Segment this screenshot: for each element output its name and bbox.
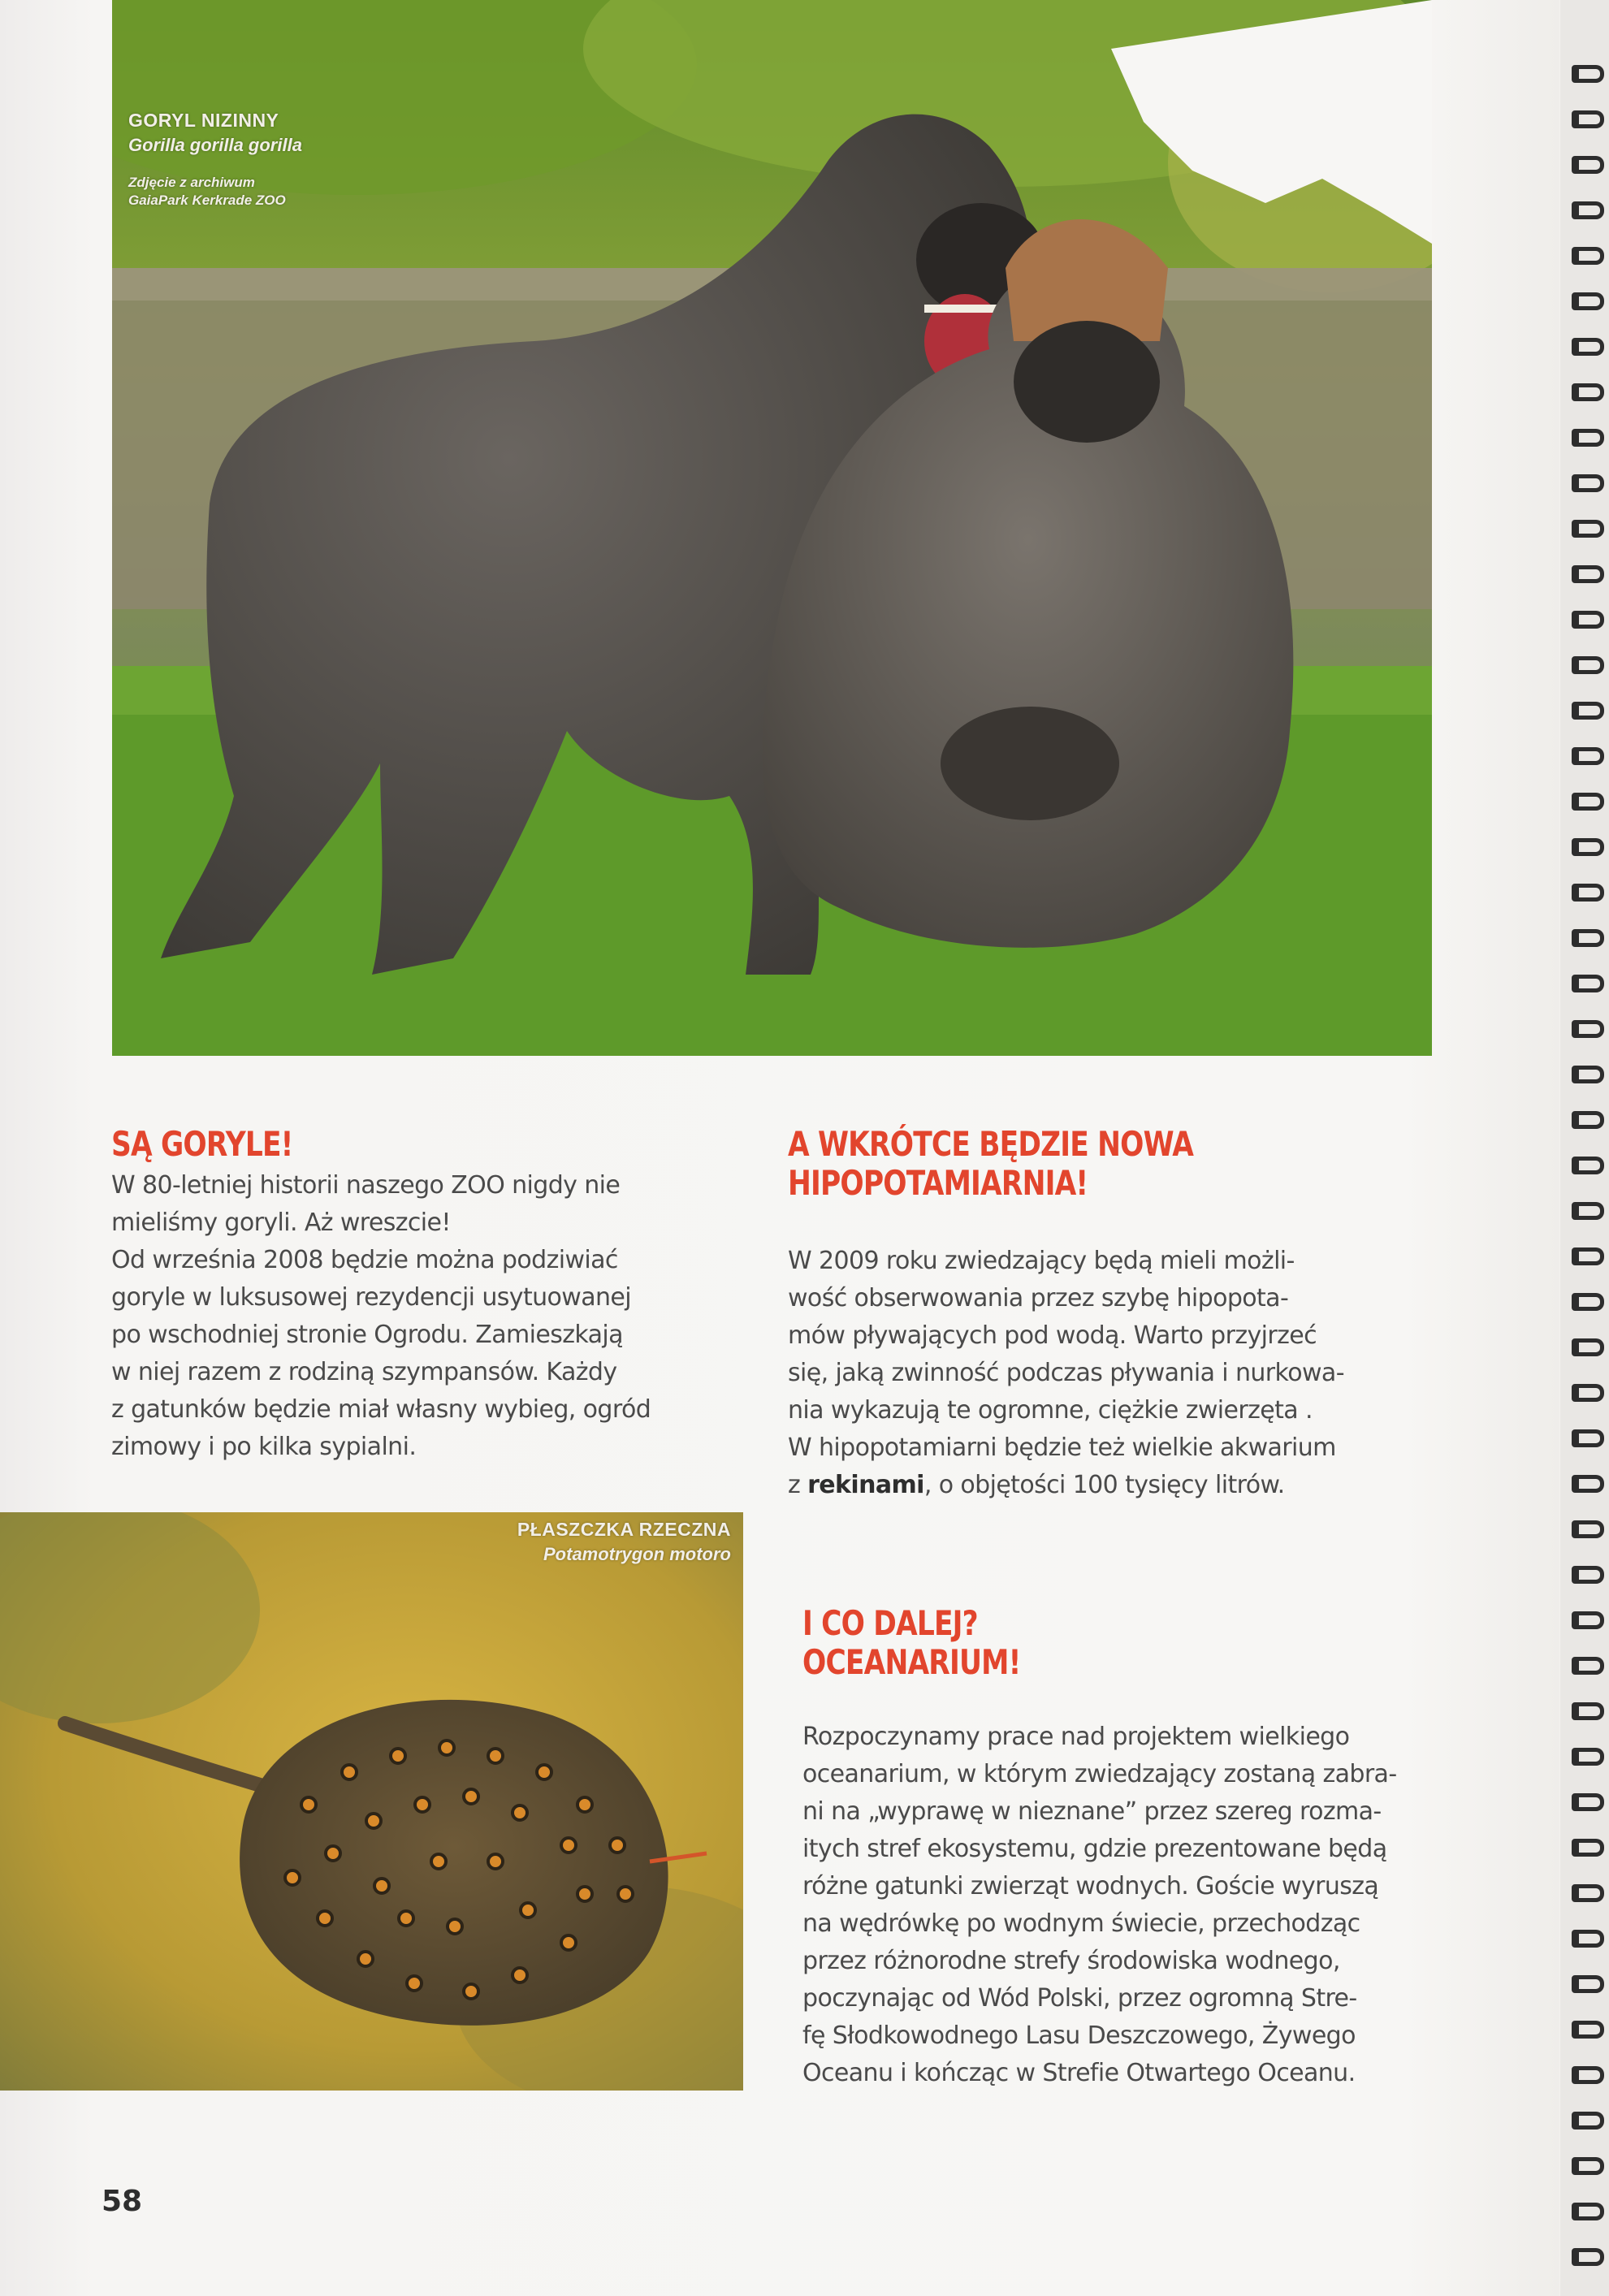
stingray-illustration <box>0 1512 743 2091</box>
binding-ring <box>1572 884 1604 902</box>
binding-ring <box>1572 383 1604 401</box>
gorilla-caption <box>128 110 302 210</box>
gorillas-text-line: zimowy i po kilka sypialni. <box>111 1433 417 1461</box>
binding-ring <box>1572 1611 1604 1629</box>
gorilla-caption-name: GORYL NIZINNY <box>128 110 279 131</box>
binding-ring <box>1572 156 1604 174</box>
binding-ring <box>1572 2066 1604 2084</box>
gorillas-text-line: W 80-letniej historii naszego ZOO nigdy nie <box>111 1171 621 1200</box>
binding-ring <box>1572 1293 1604 1311</box>
binding-ring <box>1572 838 1604 856</box>
binding-ring <box>1572 565 1604 583</box>
headline-gorillas: SĄ GORYLE! <box>111 1124 293 1164</box>
gorillas-text-line: mieliśmy goryli. Aż wreszcie! <box>111 1209 451 1237</box>
binding-ring <box>1572 1793 1604 1811</box>
binding-ring <box>1572 2112 1604 2130</box>
stingray-caption-latin: Potamotrygon motoro <box>543 1544 731 1564</box>
binding-ring <box>1572 1884 1604 1902</box>
binding-ring <box>1572 1520 1604 1538</box>
binding-ring <box>1572 1930 1604 1948</box>
hippo-text-line: W hipopotamiarni będzie też wielkie akwarium <box>788 1433 1336 1462</box>
hippo-text-post: , o objętości 100 tysięcy litrów. <box>923 1471 1285 1499</box>
gorilla-illustration <box>112 0 1432 1056</box>
headline-oceanarium-line-1: I CO DALEJ? <box>802 1603 978 1643</box>
binding-ring <box>1572 702 1604 720</box>
binding-ring <box>1572 201 1604 219</box>
binding-ring <box>1572 929 1604 947</box>
binding-ring <box>1572 2157 1604 2175</box>
binding-ring <box>1572 1338 1604 1356</box>
binding-ring <box>1572 292 1604 310</box>
hippo-text-line: W 2009 roku zwiedzający będą mieli możli- <box>788 1247 1295 1275</box>
oceanarium-text-line: Oceanu i kończąc w Strefie Otwartego Oceanu. <box>802 2059 1356 2087</box>
binding-ring <box>1572 2203 1604 2220</box>
gorilla-caption-credit <box>128 174 302 210</box>
stingray-caption <box>463 1519 731 1565</box>
binding-ring <box>1572 1975 1604 1993</box>
oceanarium-text-line: fę Słodkowodnego Lasu Deszczowego, Żywego <box>802 2021 1356 2050</box>
binding-ring <box>1572 1020 1604 1038</box>
hippo-text-line: nia wykazują te ogromne, ciężkie zwierzęta . <box>788 1396 1313 1425</box>
oceanarium-text <box>802 1719 1397 2092</box>
binding-ring <box>1572 429 1604 447</box>
hippo-text-line-last <box>788 1467 1344 1504</box>
binding-ring <box>1572 110 1604 128</box>
binding-ring <box>1572 747 1604 765</box>
binding-ring <box>1572 1475 1604 1493</box>
gorilla-photo <box>112 0 1432 1056</box>
binding-ring <box>1572 2248 1604 2266</box>
binding-ring <box>1572 247 1604 265</box>
binding-ring <box>1572 611 1604 629</box>
binding-ring <box>1572 1111 1604 1129</box>
hippo-text-bold: rekinami <box>807 1471 924 1499</box>
binding-ring <box>1572 338 1604 356</box>
headline-hippo-line-2: HIPOPOTAMIARNIA! <box>788 1163 1088 1203</box>
oceanarium-text-line: itych stref ekosystemu, gdzie prezentowane będą <box>802 1835 1387 1863</box>
stingray-photo <box>0 1512 743 2091</box>
hippo-text-pre: z <box>788 1471 808 1499</box>
binding-ring <box>1572 65 1604 83</box>
binding-ring <box>1572 1748 1604 1766</box>
gorillas-text-line: z gatunków będzie miał własny wybieg, ogród <box>111 1395 651 1424</box>
binding-ring <box>1572 1066 1604 1083</box>
binding-ring <box>1572 1566 1604 1584</box>
oceanarium-text-line: ni na „wyprawę w nieznane” przez szereg rozma- <box>802 1797 1382 1826</box>
binding-ring <box>1572 520 1604 538</box>
binding-ring <box>1572 1429 1604 1447</box>
binding-ring <box>1572 1657 1604 1675</box>
headline-oceanarium-line-2: OCEANARIUM! <box>802 1642 1021 1682</box>
binding-ring <box>1572 1157 1604 1174</box>
page-number: 58 <box>102 2185 143 2218</box>
headline-hippo <box>788 1125 1193 1203</box>
oceanarium-text-line: na wędrówkę po wodnym świecie, przechodząc <box>802 1909 1360 1938</box>
binding-ring <box>1572 1839 1604 1857</box>
oceanarium-text-line: poczynając od Wód Polski, przez ogromną Stre- <box>802 1984 1357 2013</box>
oceanarium-text-line: różne gatunki zwierząt wodnych. Goście wyruszą <box>802 1872 1379 1900</box>
gorilla-caption-latin: Gorilla gorilla gorilla <box>128 135 302 155</box>
headline-hippo-line-1: A WKRÓTCE BĘDZIE NOWA <box>788 1124 1194 1164</box>
gorillas-text <box>111 1167 651 1466</box>
binding-ring <box>1572 793 1604 811</box>
binding-ring <box>1572 975 1604 992</box>
binding-ring <box>1572 1384 1604 1402</box>
oceanarium-text-line: Rozpoczynamy prace nad projektem wielkiego <box>802 1723 1350 1751</box>
headline-oceanarium <box>802 1604 1020 1682</box>
gorillas-text-line: po wschodniej stronie Ogrodu. Zamieszkają <box>111 1321 623 1349</box>
binding-ring <box>1572 474 1604 492</box>
spiral-binding <box>1560 0 1609 2296</box>
gorillas-text-line: goryle w luksusowej rezydencji usytuowanej <box>111 1283 632 1312</box>
hippo-text <box>788 1243 1344 1504</box>
hippo-text-line: wość obserwowania przez szybę hipopota- <box>788 1284 1289 1312</box>
gorilla-caption-credit-line-2: GaiaPark Kerkrade ZOO <box>128 192 286 208</box>
oceanarium-text-line: oceanarium, w którym zwiedzający zostaną zabra- <box>802 1760 1397 1788</box>
oceanarium-text-line: przez różnorodne strefy środowiska wodnego, <box>802 1947 1340 1975</box>
binding-ring <box>1572 656 1604 674</box>
gorillas-text-line: w niej razem z rodziną szympansów. Każdy <box>111 1358 617 1386</box>
stingray-caption-name: PŁASZCZKA RZECZNA <box>517 1519 731 1540</box>
binding-ring <box>1572 1202 1604 1220</box>
hippo-text-line: mów pływających pod wodą. Warto przyjrzeć <box>788 1321 1317 1350</box>
hippo-text-line: się, jaką zwinność podczas pływania i nurkowa- <box>788 1359 1344 1387</box>
binding-ring <box>1572 2021 1604 2039</box>
binding-ring <box>1572 1702 1604 1720</box>
binding-ring <box>1572 1247 1604 1265</box>
gorillas-text-line: Od września 2008 będzie można podziwiać <box>111 1246 618 1274</box>
gorilla-caption-credit-line-1: Zdjęcie z archiwum <box>128 175 255 190</box>
